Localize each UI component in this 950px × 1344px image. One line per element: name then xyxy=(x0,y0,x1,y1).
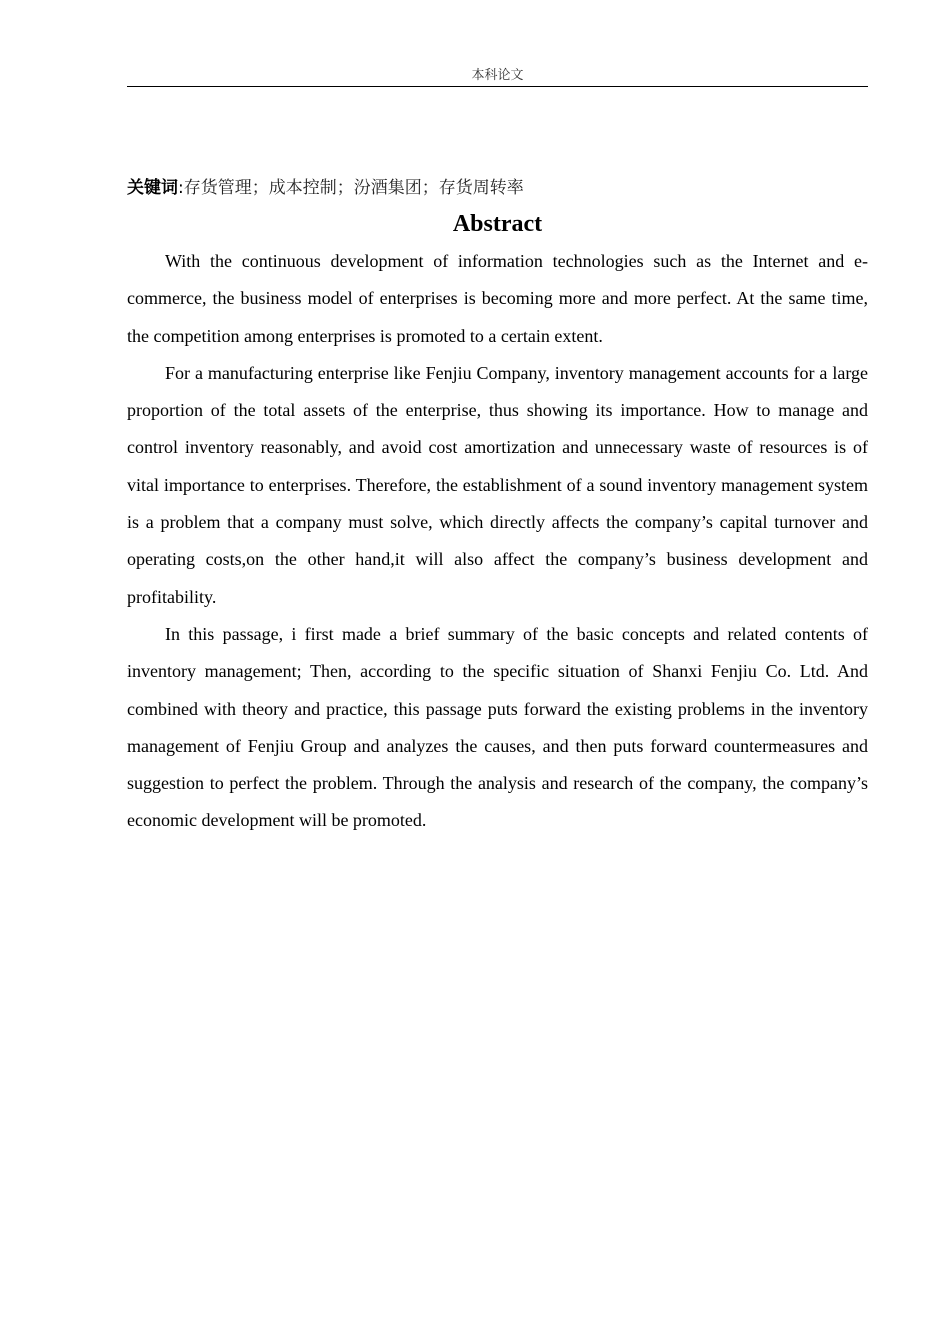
header-title: 本科论文 xyxy=(471,68,524,83)
page-header xyxy=(127,66,868,87)
keywords-text: 存货管理；成本控制；汾酒集团；存货周转率 xyxy=(183,178,524,198)
keywords-label: 关键词 xyxy=(127,178,178,198)
abstract-title: Abstract xyxy=(452,211,543,237)
abstract-paragraph-1: With the continuous development of information technologies such as the Internet and e-commerce, the business model of enterprises is becoming more and more perfect. At the same time, the competition among enterprises is promoted to a certain extent. xyxy=(127,251,868,346)
keywords-separator: : xyxy=(178,178,184,198)
abstract-paragraph-3: In this passage, i first made a brief summary of the basic concepts and related contents of inventory management; Then, according to the specific situation of Shanxi Fenjiu Co. Ltd. And combined with theory and practice, this passage puts forward the existing problems in the inventory management of Fenjiu Group and analyzes the causes, and then puts forward countermeasures and suggestion to perfect the problem. Through the analysis and research of the company, the company’s economic development will be promoted. xyxy=(127,623,868,831)
abstract-paragraph-2: For a manufacturing enterprise like Fenjiu Company, inventory management accounts for a large proportion of the total assets of the enterprise, thus showing its importance. How to manage and control inventory reasonably, and avoid cost amortization and unnecessary waste of resources is of vital importance to enterprises. Therefore, the establishment of a sound inventory management system is a problem that a company must solve, which directly affects the company’s capital turnover and operating costs,on the other hand,it will also affect the company’s business development and profitability. xyxy=(127,362,868,607)
abstract-body xyxy=(127,243,868,840)
keywords-line xyxy=(127,174,868,202)
